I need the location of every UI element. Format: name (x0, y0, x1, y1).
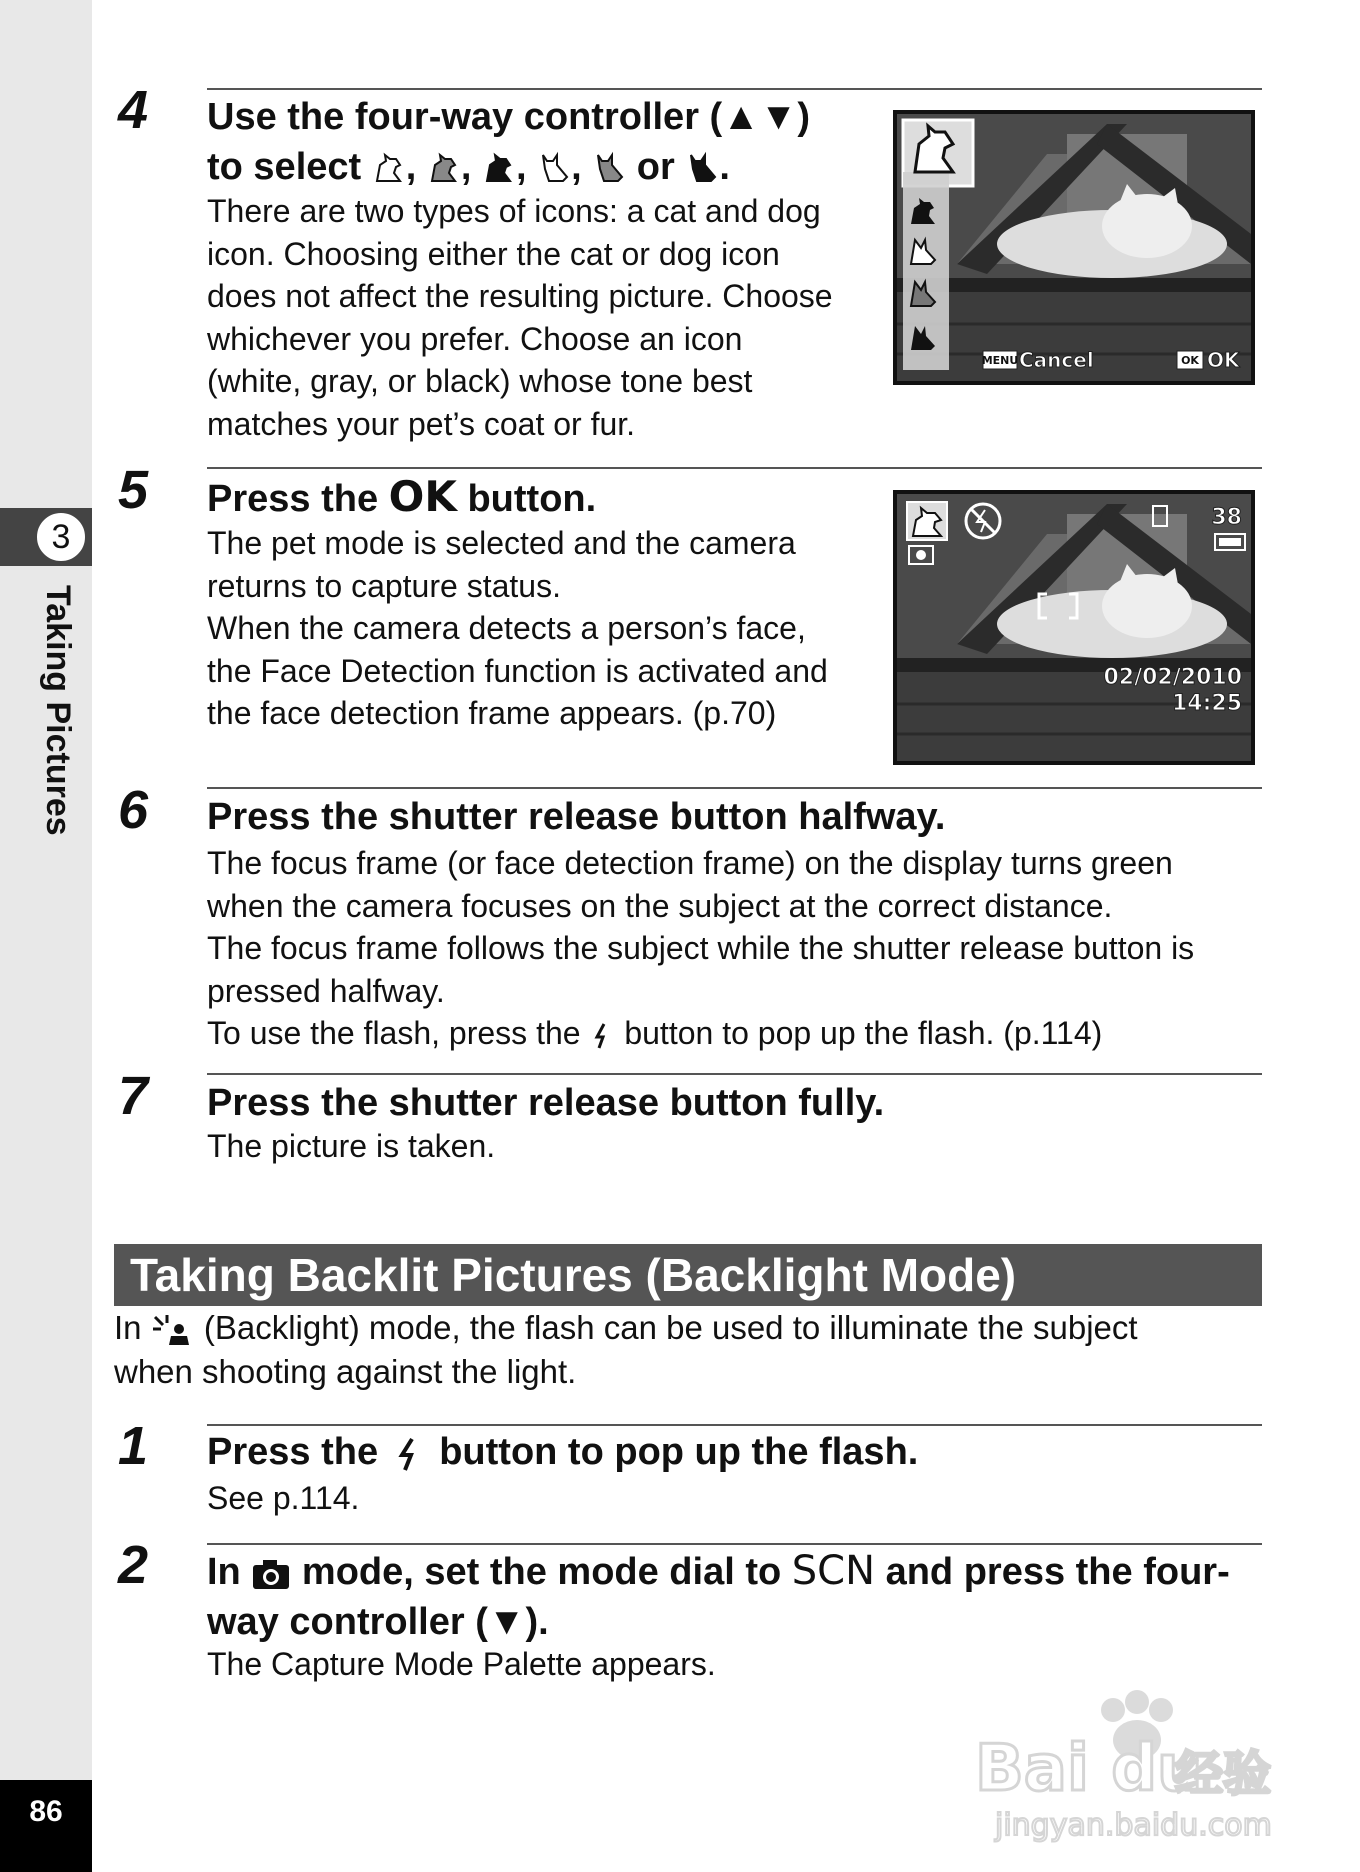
step-heading-line: way controller (▼). (207, 1601, 549, 1643)
body-line: icon. Choosing either the cat or dog icon (207, 235, 780, 272)
step-divider (207, 1543, 1262, 1545)
body-line: The picture is taken. (207, 1128, 496, 1164)
step-divider (207, 88, 1262, 90)
camera-scene-image (897, 114, 1251, 381)
body-line: does not affect the resulting picture. Choose (207, 278, 833, 314)
flash-icon (589, 1021, 615, 1051)
step-number: 4 (118, 80, 149, 140)
cat-gray-icon (592, 151, 626, 187)
step-divider (207, 787, 1262, 789)
step-heading-line (207, 1546, 1230, 1597)
camera-scene-image (897, 494, 1251, 761)
step-number: 2 (118, 1535, 149, 1595)
body-line (114, 1306, 1138, 1350)
body-line: When the camera detects a person’s face, (207, 610, 806, 646)
heading-text: Press the (207, 1431, 379, 1473)
chapter-title: Taking Pictures (39, 585, 77, 836)
dog-gray-icon (427, 151, 461, 187)
step-heading (207, 92, 810, 192)
body-text: In (114, 1309, 142, 1346)
body-line: (white, gray, or black) whose tone best (207, 363, 753, 399)
section-intro (114, 1306, 1138, 1394)
ok-button-glyph: OK (388, 472, 457, 521)
heading-text: mode, set the mode dial to (301, 1551, 782, 1593)
date-display: 02/02/2010 (1103, 665, 1242, 690)
step-heading (207, 1427, 918, 1477)
camera-screen-capture (893, 490, 1255, 765)
body-line: when the camera focuses on the subject at the correct distance. (207, 887, 1113, 924)
step-body (207, 1125, 495, 1168)
body-line: whichever you prefer. Choose an icon (207, 320, 743, 357)
cat-black-icon (685, 151, 719, 187)
watermark-url: jingyan.baidu.com (995, 1808, 1272, 1843)
heading-text: and press the four- (885, 1551, 1230, 1593)
step-number: 6 (118, 780, 149, 840)
section-title: Taking Backlit Pictures (Backlight Mode) (114, 1244, 1262, 1306)
heading-text: or (636, 146, 675, 188)
camera-icon (251, 1557, 291, 1591)
body-line: the Face Detection function is activated and (207, 652, 828, 689)
menu-key-label: MENU (981, 354, 1019, 367)
step-number: 7 (118, 1066, 149, 1126)
body-line: There are two types of icons: a cat and dog (207, 193, 821, 229)
step-heading-line: Use the four-way controller (▲▼) (207, 96, 811, 138)
cat-white-icon (537, 151, 571, 187)
watermark-brand: Bai du (975, 1732, 1203, 1806)
body-line (207, 1012, 1194, 1055)
heading-text: to select (207, 146, 362, 188)
cancel-label: Cancel (1019, 348, 1094, 372)
step-body (207, 190, 833, 445)
step-heading: Press the shutter release button halfway. (207, 796, 946, 838)
ok-label: OK (1207, 348, 1240, 372)
body-line: The focus frame follows the subject while the shutter release button is (207, 930, 1195, 966)
dog-white-icon (372, 151, 406, 187)
step-number: 1 (118, 1416, 149, 1476)
camera-screen-pet-select (893, 110, 1255, 385)
step-heading (207, 472, 596, 524)
step-heading (207, 1546, 1230, 1647)
step-body (207, 522, 828, 735)
backlight-mode-icon (151, 1313, 195, 1347)
dog-black-icon (482, 151, 516, 187)
body-line: The pet mode is selected and the camera (207, 525, 796, 561)
flash-icon (389, 1434, 429, 1474)
step-body: See p.114. (207, 1480, 360, 1516)
step-divider (207, 467, 1262, 469)
ok-key-label: OK (1181, 354, 1199, 367)
step-heading-line: to select , , , , or . (207, 146, 730, 188)
heading-text: button to pop up the flash. (439, 1431, 919, 1473)
body-line: The focus frame (or face detection frame) on the display turns green (207, 845, 1173, 881)
baidu-watermark (975, 1680, 1305, 1850)
chapter-number: 3 (34, 510, 88, 564)
heading-text: Press the (207, 478, 379, 520)
step-number: 5 (118, 460, 149, 520)
step-body (207, 842, 1194, 1055)
step-divider (207, 1424, 1262, 1426)
body-line: when shooting against the light. (114, 1353, 577, 1390)
heading-text: button. (467, 478, 597, 520)
remaining-shots: 38 (1211, 505, 1242, 530)
step-divider (207, 1073, 1262, 1075)
body-text: To use the flash, press the (207, 1015, 581, 1051)
chapter-sidebar (0, 0, 92, 1872)
step-body: The Capture Mode Palette appears. (207, 1646, 716, 1682)
heading-text: In (207, 1551, 241, 1593)
scn-mode-glyph: SCN (791, 1548, 876, 1594)
body-text: (Backlight) mode, the flash can be used to illuminate the subject (203, 1309, 1138, 1346)
body-line: matches your pet’s coat or fur. (207, 405, 636, 442)
body-line: pressed halfway. (207, 972, 445, 1009)
body-text: button to pop up the flash. (p.114) (624, 1015, 1103, 1051)
baidu-paw-logo (975, 1680, 1305, 1850)
body-line: the face detection frame appears. (p.70) (207, 695, 777, 731)
watermark-brand-cn: 经验 (1175, 1746, 1272, 1802)
time-display: 14:25 (1171, 691, 1242, 716)
page-number: 86 (0, 1780, 92, 1872)
body-line: returns to capture status. (207, 567, 561, 604)
step-heading: Press the shutter release button fully. (207, 1082, 885, 1124)
